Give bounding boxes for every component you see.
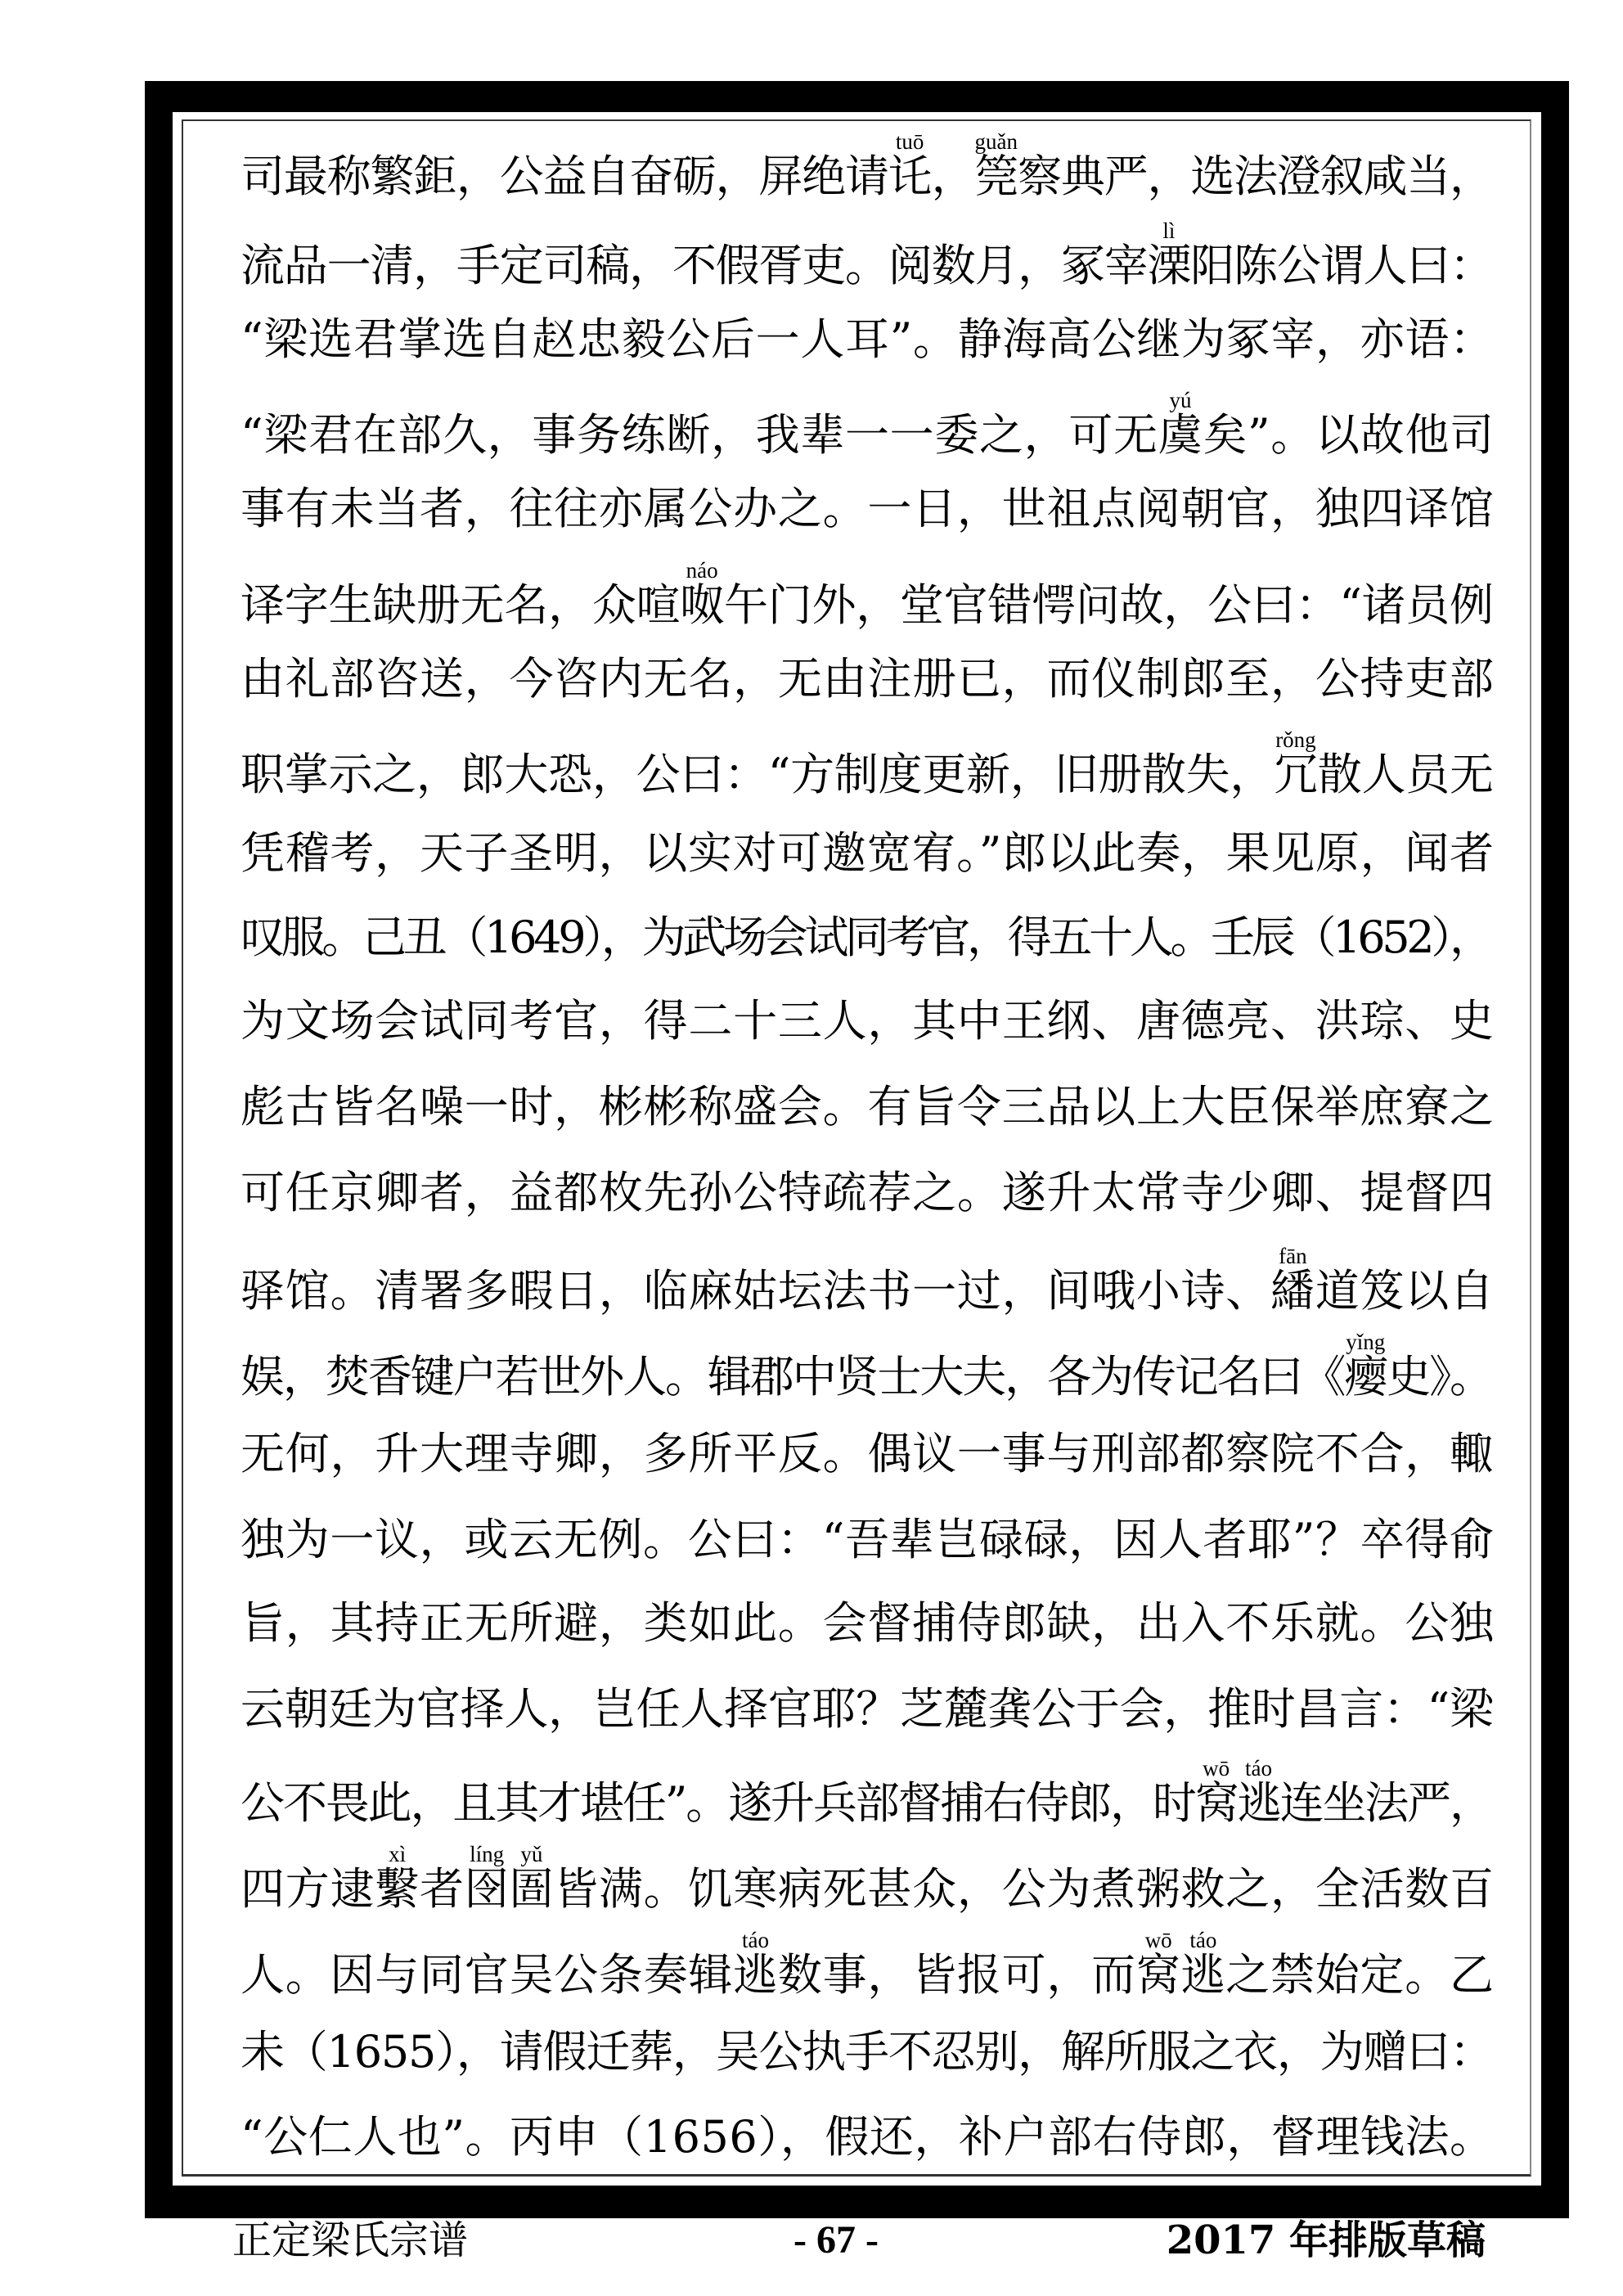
pinyin-annotation: líng <box>470 1842 505 1866</box>
text-line: 人。因与同官吴公条奏辑逃数事，皆报可，而窝逃之禁始定。乙 <box>241 1949 1495 2001</box>
text-line: 叹服。己丑（1649），为武场会试同考官，得五十人。壬辰（1652）， <box>241 912 1490 963</box>
text-line: 四方逮繫者囹圄皆满。饥寒病死甚众，公为煮粥救之，全活数百 <box>241 1863 1495 1915</box>
text-line: 未（1655），请假迁葬，吴公执手不忍别，解所服之衣，为赠曰： <box>241 2026 1493 2078</box>
text-line: 事有未当者，往往亦属公办之。一日，世祖点阅朝官，独四译馆 <box>241 483 1495 534</box>
text-line: “公仁人也”。丙申（1656），假还，补户部右侍郎，督理钱法。 <box>241 2111 1495 2163</box>
text-line: 可任京卿者，益都枚先孙公特疏荐之。遂升太常寺少卿、提督四 <box>241 1167 1495 1218</box>
pinyin-annotation: yǔ <box>520 1842 543 1866</box>
text-line: “梁选君掌选自赵忠毅公后一人耳”。静海高公继为冢宰，亦语： <box>241 313 1495 365</box>
footer-draft-note: 2017 年排版草稿 <box>1166 2217 1486 2263</box>
pinyin-annotation: tuō <box>895 129 924 154</box>
text-line: 旨，其持正无所避，类如此。会督捕侍郎缺，出入不乐就。公独 <box>241 1597 1495 1649</box>
text-line: 流品一清，手定司稿，不假胥吏。阅数月，冢宰溧阳陈公谓人曰： <box>241 240 1493 291</box>
footer-page-number: - 67 - <box>794 2218 879 2262</box>
text-line: 云朝廷为官择人，岂任人择官耶？芝麓龚公于会，推时昌言：“梁 <box>241 1683 1494 1735</box>
pinyin-annotation: wō <box>1144 1928 1172 1952</box>
pinyin-annotation: táo <box>742 1928 770 1952</box>
pinyin-annotation: táo <box>1245 1756 1273 1781</box>
pinyin-annotation: wō <box>1203 1756 1230 1781</box>
text-line: 彪古皆名噪一时，彬彬称盛会。有旨令三品以上大臣保举庶寮之 <box>241 1081 1495 1132</box>
pinyin-annotation: guǎn <box>974 129 1018 154</box>
pinyin-annotation: táo <box>1189 1928 1217 1952</box>
text-line: “梁君在部久，事务练断，我辈一一委之，可无虞矣”。以故他司 <box>241 409 1495 461</box>
text-line: 公不畏此，且其才堪任”。遂升兵部督捕右侍郎，时窝逃连坐法严， <box>241 1777 1492 1829</box>
text-line: 独为一议，或云无例。公曰：“吾辈岂碌碌，因人者耶”？卒得俞 <box>241 1514 1495 1565</box>
pinyin-annotation: náo <box>686 558 718 583</box>
pinyin-annotation: yú <box>1169 388 1192 412</box>
pinyin-annotation: xì <box>389 1842 407 1866</box>
text-line: 娱，焚香键户若世外人。辑郡中贤士大夫，各为传记名曰《瘿史》。 <box>241 1351 1492 1402</box>
text-line: 凭稽考，天子圣明，以实对可邀宽宥。”郎以此奏，果见原，闻者 <box>241 827 1495 879</box>
pinyin-annotation: lì <box>1162 218 1176 243</box>
text-line: 译字生缺册无名，众喧呶午门外，堂官错愕问故，公曰：“诸员例 <box>241 579 1494 631</box>
pinyin-annotation: rǒng <box>1275 727 1316 752</box>
pinyin-annotation: yǐng <box>1346 1330 1386 1354</box>
text-line: 为文场会试同考官，得二十三人，其中王纲、唐德亮、洪琮、史 <box>241 995 1495 1047</box>
text-line: 司最称繁鉅，公益自奋砺，屏绝请讬，筦察典严，选法澄叙咸当， <box>241 151 1493 202</box>
text-line: 无何，升大理寺卿，多所平反。偶议一事与刑部都察院不合，輙 <box>241 1428 1495 1479</box>
footer-book-title: 正定梁氏宗谱 <box>232 2217 469 2263</box>
text-line: 职掌示之，郎大恐，公曰：“方制度更新，旧册散失，冗散人员无 <box>241 749 1494 800</box>
text-line: 驿馆。清署多暇日，临麻姑坛法书一过，间哦小诗、繙道笈以自 <box>241 1265 1495 1317</box>
pinyin-annotation: fān <box>1279 1244 1307 1268</box>
text-line: 由礼部咨送，今咨内无名，无由注册已，而仪制郎至，公持吏部 <box>241 653 1495 705</box>
